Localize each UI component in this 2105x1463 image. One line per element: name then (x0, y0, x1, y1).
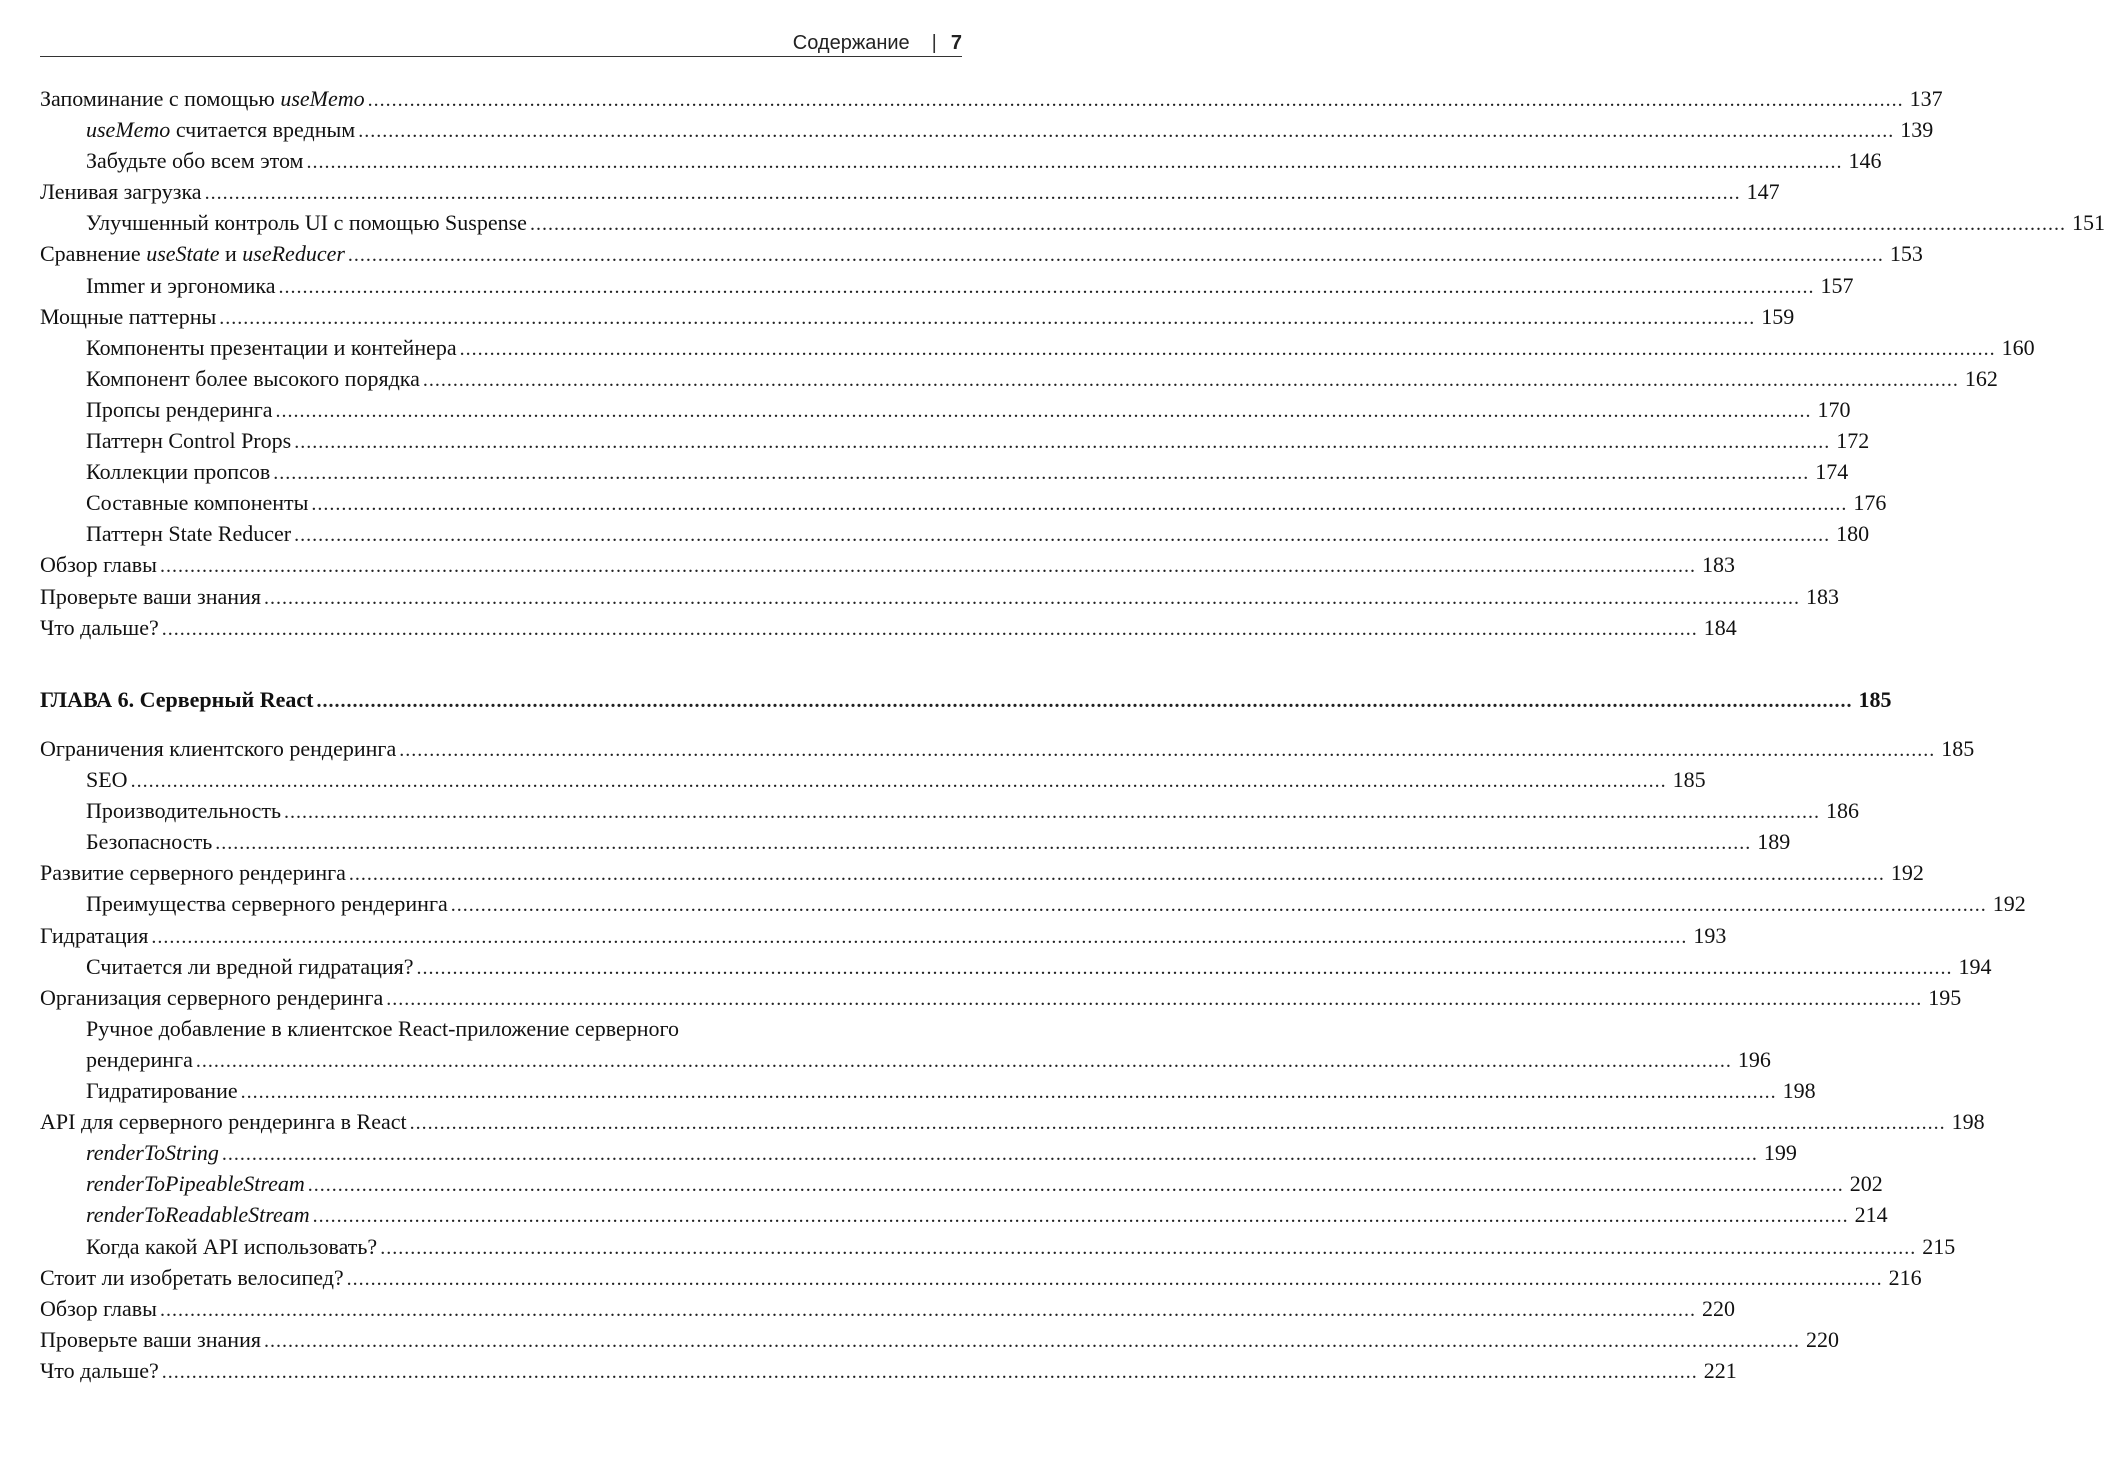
dot-leader (264, 583, 1800, 614)
entry-title-part: Паттерн Control Props (86, 428, 292, 454)
dot-leader (264, 1326, 1800, 1357)
dot-leader (313, 1201, 1849, 1232)
toc-entry[interactable] (40, 1106, 1985, 1137)
entry-page-number: 195 (1928, 984, 1962, 1010)
entry-title (40, 1355, 159, 1386)
entry-title-part: Что дальше? (40, 1357, 159, 1383)
toc-subentry[interactable] (40, 207, 2105, 238)
dot-leader (417, 953, 1953, 984)
toc-block-chapter-6 (40, 733, 2026, 1386)
dot-leader (294, 520, 1830, 551)
entry-title-part: Коллекции пропсов (86, 459, 271, 485)
entry-title-part: Ограничения клиентского рендеринга (40, 736, 397, 761)
entry-title-part: Организация серверного рендеринга (40, 984, 384, 1010)
entry-title-part: Улучшенный контроль UI с помощью Suspense (86, 210, 527, 236)
entry-title-part: Запоминание с помощью (40, 86, 281, 111)
entry-page-number: 214 (1854, 1202, 1888, 1228)
dot-leader (196, 1046, 1732, 1077)
entry-title-part: Проверьте ваши знания (40, 1326, 261, 1352)
entry-title (40, 238, 345, 269)
entry-title (86, 951, 414, 982)
toc-entry[interactable] (40, 1355, 1737, 1386)
entry-title-part: Гидратирование (86, 1078, 238, 1104)
entry-page-number: 220 (1701, 1295, 1735, 1321)
entry-title (86, 332, 457, 363)
entry-title-part: Преимущества серверного рендеринга (86, 891, 448, 917)
entry-title-part: рендеринга (86, 1046, 193, 1072)
dot-leader (386, 984, 1922, 1015)
entry-title-part: renderToPipeableStream (86, 1171, 305, 1197)
dot-leader (311, 489, 1847, 520)
entry-title-part: Гидратация (40, 922, 149, 948)
toc-entry[interactable] (40, 549, 1735, 580)
toc-entry-wrapped-line[interactable]: Ручное добавление в клиентское React-приложение серверного (86, 1015, 679, 1041)
toc-subentry[interactable] (40, 394, 1851, 425)
dot-leader (423, 365, 1959, 396)
chapter-row[interactable] (40, 685, 1892, 715)
entry-title (86, 764, 128, 795)
dot-leader (160, 1295, 1696, 1326)
entry-title (40, 581, 261, 612)
dot-leader (241, 1077, 1777, 1108)
toc-entry[interactable] (40, 176, 1780, 207)
entry-page-number: 159 (1761, 303, 1795, 329)
entry-title-part: API для серверного рендеринга в React (40, 1109, 407, 1135)
toc-entry[interactable] (40, 857, 1924, 888)
toc-entry[interactable] (40, 1293, 1735, 1324)
entry-title (86, 394, 273, 425)
entry-title (40, 733, 396, 764)
chapter-heading[interactable] (40, 685, 1892, 715)
entry-page-number: 185 (1672, 767, 1706, 793)
entry-title-part: Обзор главы (40, 1295, 157, 1321)
entry-title (40, 176, 202, 207)
entry-page-number: 215 (1922, 1233, 1956, 1259)
entry-title-part: Развитие серверного рендеринга (40, 860, 346, 886)
dot-leader (530, 209, 2066, 240)
entry-page-number: 139 (1900, 117, 1934, 143)
entry-title-part: Что дальше? (40, 614, 159, 640)
entry-title (86, 795, 281, 826)
entry-page-number: 174 (1815, 459, 1849, 485)
entry-page-number: 193 (1693, 922, 1727, 948)
entry-title (86, 826, 212, 857)
toc-subentry[interactable] (40, 888, 2026, 919)
entry-title-part: renderToString (86, 1140, 219, 1166)
entry-page-number: 147 (1746, 179, 1780, 205)
entry-title-part: Компонент более высокого порядка (86, 365, 420, 391)
entry-page-number: 196 (1737, 1046, 1771, 1072)
dot-leader (380, 1233, 1916, 1264)
entry-title-part: Забудьте обо всем этом (86, 148, 304, 174)
entry-title (86, 1044, 193, 1075)
toc-subentry[interactable] (40, 764, 1706, 795)
entry-title (86, 270, 276, 301)
entry-page-number: 186 (1826, 798, 1860, 824)
dot-leader (160, 551, 1696, 582)
entry-title (86, 888, 448, 919)
dot-leader (347, 1264, 1883, 1295)
toc-subentry[interactable] (40, 270, 1854, 301)
entry-page-number: 146 (1848, 148, 1882, 174)
entry-title-part: Когда какой API использовать? (86, 1233, 378, 1259)
toc-subentry[interactable] (40, 1168, 1883, 1199)
dot-leader (316, 686, 1852, 716)
toc-subentry[interactable] (40, 1137, 1797, 1168)
entry-page-number: 192 (1890, 860, 1924, 886)
toc-entry[interactable] (40, 301, 1795, 332)
entry-title-part: Считается ли вредной гидратация? (86, 953, 414, 979)
toc-subentry[interactable] (40, 795, 1860, 826)
dot-leader (349, 859, 1885, 890)
dot-leader (410, 1108, 1946, 1139)
entry-title-part: Обзор главы (40, 552, 157, 578)
dot-leader (279, 272, 1815, 303)
toc-subentry[interactable] (40, 363, 1998, 394)
entry-title (40, 920, 148, 951)
dot-leader (460, 334, 1996, 365)
entry-page-number: 189 (1757, 829, 1791, 855)
entry-title (86, 363, 420, 394)
entry-page-number: 180 (1836, 521, 1870, 547)
entry-title (40, 1106, 407, 1137)
toc-subentry[interactable] (40, 518, 1870, 549)
entry-title (86, 1199, 310, 1230)
entry-page-number: 194 (1958, 953, 1992, 979)
entry-page-number: 183 (1805, 583, 1839, 609)
entry-page-number: 185 (1941, 736, 1975, 761)
dot-leader (399, 735, 1935, 766)
entry-title-part: useMemo (86, 117, 171, 143)
entry-page-number: 202 (1849, 1171, 1883, 1197)
entry-page-number: 157 (1820, 272, 1854, 298)
dot-leader (273, 458, 1809, 489)
toc-entry[interactable] (40, 1324, 1839, 1355)
toc-entry[interactable] (40, 920, 1727, 951)
toc-subentry[interactable] (40, 1044, 1771, 1075)
dot-leader (306, 147, 1842, 178)
entry-page-number: 183 (1701, 552, 1735, 578)
dot-leader (219, 303, 1755, 334)
entry-title (86, 518, 291, 549)
entry-title (40, 1293, 157, 1324)
dot-leader (451, 890, 1987, 921)
toc-subentry[interactable] (40, 332, 2035, 363)
entry-page-number: 192 (1992, 891, 2026, 917)
entry-title-part: Проверьте ваши знания (40, 583, 261, 609)
entry-title (40, 1324, 261, 1355)
entry-title (86, 114, 355, 145)
entry-page-number: 220 (1805, 1326, 1839, 1352)
header-page-number: 7 (950, 32, 962, 54)
dot-leader (358, 116, 1894, 147)
dot-leader (162, 1357, 1698, 1388)
entry-title (86, 1168, 305, 1199)
dot-leader (131, 766, 1667, 797)
entry-title (40, 301, 216, 332)
chapter-title: ГЛАВА 6. Серверный React (40, 687, 314, 712)
entry-title (86, 145, 303, 176)
toc-subentry[interactable] (40, 1199, 1888, 1230)
entry-page-number: 162 (1964, 365, 1998, 391)
entry-title-part: Производительность (86, 798, 282, 824)
toc-entry[interactable] (40, 581, 1839, 612)
entry-page-number: 172 (1836, 428, 1870, 454)
entry-page-number: 151 (2071, 210, 2105, 236)
entry-title-part: Компоненты презентации и контейнера (86, 334, 457, 360)
toc-entry[interactable] (40, 982, 1962, 1013)
entry-title-part: useReducer (242, 241, 345, 267)
toc-subentry[interactable] (40, 1231, 1956, 1262)
entry-title (40, 612, 159, 643)
toc-entry[interactable] (40, 238, 1923, 269)
entry-title-part: Мощные паттерны (40, 303, 217, 329)
entry-page-number: 160 (2001, 334, 2035, 360)
entry-page-number: 137 (1909, 86, 1943, 111)
entry-page-number: 153 (1889, 241, 1923, 267)
toc-entry[interactable] (40, 1262, 1922, 1293)
dot-leader (222, 1139, 1758, 1170)
entry-title (40, 982, 383, 1013)
toc-subentry[interactable] (40, 425, 1870, 456)
dot-leader (294, 427, 1830, 458)
dot-leader (308, 1170, 1844, 1201)
entry-title (40, 857, 346, 888)
entry-title-part: считается вредным (170, 117, 356, 143)
dot-leader (215, 828, 1751, 859)
toc-entry[interactable] (40, 733, 1975, 764)
entry-page-number: 199 (1763, 1140, 1797, 1166)
toc-entry[interactable] (40, 83, 1943, 114)
entry-title-part: и (219, 241, 243, 267)
toc-subentry[interactable] (40, 487, 1887, 518)
entry-title (40, 549, 157, 580)
dot-leader (162, 614, 1698, 645)
entry-title-part: Ленивая загрузка (40, 179, 202, 205)
entry-title (40, 83, 365, 114)
toc-entry[interactable] (40, 612, 1737, 643)
header-section-title: Содержание (792, 32, 910, 54)
entry-title-part: Пропсы рендеринга (86, 396, 273, 422)
toc-subentry[interactable] (40, 1075, 1816, 1106)
running-header (40, 30, 962, 57)
entry-page-number: 198 (1782, 1078, 1816, 1104)
entry-page-number: 170 (1817, 396, 1851, 422)
dot-leader (276, 396, 1812, 427)
toc-subentry[interactable] (40, 114, 1934, 145)
toc-subentry[interactable] (40, 456, 1849, 487)
entry-title-part: Immer и эргономика (86, 272, 276, 298)
toc-subentry[interactable] (40, 826, 1791, 857)
entry-page-number: 221 (1703, 1357, 1737, 1383)
entry-page-number: 216 (1888, 1264, 1922, 1290)
entry-title (86, 456, 270, 487)
entry-title (86, 207, 527, 238)
entry-title-part: Стоит ли изобретать велосипед? (40, 1264, 344, 1290)
dot-leader (205, 178, 1741, 209)
toc-block-chapter-5 (40, 83, 2105, 643)
entry-title-part: Паттерн State Reducer (86, 521, 292, 547)
dot-leader (284, 797, 1820, 828)
toc-subentry[interactable] (40, 145, 1882, 176)
toc-subentry[interactable] (40, 951, 1992, 982)
dot-leader (348, 240, 1884, 271)
entry-page-number: 198 (1951, 1109, 1985, 1135)
entry-title-part: useState (146, 241, 220, 267)
entry-title-part: Безопасность (86, 829, 213, 855)
header-separator: | (931, 32, 937, 54)
dot-leader (368, 85, 1904, 116)
chapter-page-number: 185 (1858, 687, 1892, 712)
entry-title (86, 1231, 377, 1262)
entry-title-part: SEO (86, 767, 128, 793)
entry-title-part: Сравнение (40, 241, 147, 267)
entry-title (86, 1137, 219, 1168)
entry-page-number: 176 (1853, 490, 1887, 516)
entry-page-number: 184 (1703, 614, 1737, 640)
entry-title-part: Составные компоненты (86, 490, 309, 516)
entry-title (86, 1075, 238, 1106)
entry-title (86, 487, 308, 518)
entry-title-part: useMemo (280, 86, 365, 111)
dot-leader (151, 922, 1687, 953)
entry-title (40, 1262, 344, 1293)
entry-title-part: renderToReadableStream (86, 1202, 310, 1228)
entry-title (86, 425, 291, 456)
